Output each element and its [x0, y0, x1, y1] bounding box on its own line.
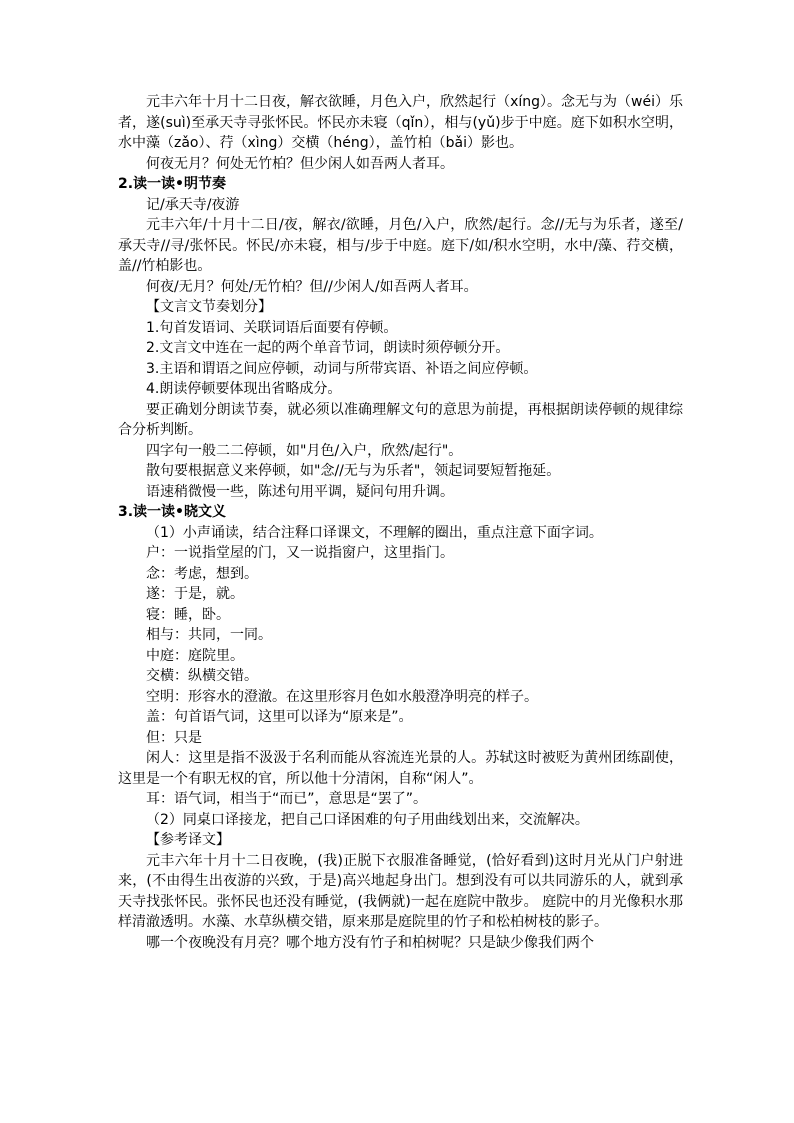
document-page [118, 92, 683, 953]
glossary-item: 户：一说指堂屋的门，又一说指窗户，这里指门。 [146, 545, 454, 561]
glossary-item: 但：只是 [146, 729, 202, 746]
rhythm-title-line: 记/承天寺/夜游 [146, 196, 240, 213]
translation-paragraph-1: 元丰六年十月十二日夜晚，(我)正脱下衣服准备睡觉，(恰好看到)这时月光从门户射进来，(不由得生出夜游的兴致，于是)高兴地起身出门。想到没有可以共同游乐的人，就到承天寺找张怀民。张怀民也还没有睡觉，(我俩就)一起在庭院中散步。 庭院中的月光像积水那样清澈透明。水藻、水草纵横交错，原来那是庭院里的竹子和松柏树枝的影子。 [118, 852, 683, 930]
rhythm-rule: 3.主语和谓语之间应停顿，动词与所带宾语、补语之间应停顿。 [146, 360, 538, 377]
translation-title: 【参考译文】 [146, 832, 230, 848]
rhythm-note: 散句要根据意义来停顿，如"念//无与为乐者"，领起词要短暂拖延。 [146, 463, 561, 479]
section-heading-meaning: 3.读一读•晓文义 [118, 504, 227, 520]
rhythm-paragraph-2: 何夜/无月？何处/无竹柏？但//少闲人/如吾两人者耳。 [146, 278, 478, 295]
glossary-item: 耳：语气词，相当于“而已”，意思是“罢了”。 [146, 791, 428, 807]
rhythm-rules-title: 【文言文节奏划分】 [146, 299, 272, 315]
glossary-item: 遂：于是，就。 [146, 586, 244, 602]
meaning-task-2: （2）同桌口译接龙，把自己口译困难的句子用曲线划出来，交流解决。 [146, 811, 589, 828]
glossary-item: 中庭：庭院里。 [146, 647, 244, 664]
glossary-item: 空明：形容水的澄澈。在这里形容月色如水般澄净明亮的样子。 [146, 688, 538, 705]
rhythm-note: 四字句一般二二停顿，如"月色/入户，欣然/起行"。 [146, 442, 463, 459]
translation-paragraph-2: 哪一个夜晚没有月亮？哪个地方没有竹子和柏树呢？只是缺少像我们两个 [146, 934, 594, 951]
glossary-item: 闲人：这里是指不汲汲于名利而能从容流连光景的人。苏轼这时被贬为黄州团练副使，这里是一个有职无权的官，所以他十分清闲，自称“闲人”。 [118, 750, 683, 787]
glossary-item: 盖：句首语气词，这里可以译为“原来是”。 [146, 709, 413, 725]
original-paragraph-1: 元丰六年十月十二日夜，解衣欲睡，月色入户，欣然起行（xíng）。念无与为（wéi）乐者，遂(suì)至承天寺寻张怀民。怀民亦未寝（qǐn），相与(yǔ)步于中庭。庭下如积水空明，水中藻（zǎo）、荇（xìng）交横（héng），盖竹柏（bǎi）影也。 [118, 94, 683, 151]
rhythm-note: 语速稍微慢一些，陈述句用平调，疑问句用升调。 [146, 483, 454, 500]
glossary-item: 寝：睡，卧。 [146, 606, 230, 623]
rhythm-rule: 4.朗读停顿要体现出省略成分。 [146, 381, 342, 397]
glossary-item: 交横：纵横交错。 [146, 668, 258, 684]
rhythm-note: 要正确划分朗读节奏，就必须以准确理解文句的意思为前提，再根据朗读停顿的规律综合分析判断。 [118, 401, 683, 438]
glossary-item: 相与：共同，一同。 [146, 627, 272, 643]
meaning-task-1: （1）小声诵读，结合注释口译课文，不理解的圈出，重点注意下面字词。 [146, 524, 603, 541]
glossary-item: 念：考虑，想到。 [146, 565, 258, 582]
section-heading-rhythm: 2.读一读•明节奏 [118, 176, 227, 192]
rhythm-rule: 1.句首发语词、关联词语后面要有停顿。 [146, 319, 398, 336]
rhythm-paragraph-1: 元丰六年/十月十二日/夜，解衣/欲睡，月色/入户，欣然/起行。念//无与为乐者，遂至/承天寺//寻/张怀民。怀民/亦未寝，相与/步于中庭。庭下/如/积水空明，水中/藻、荇交横，盖//竹柏影也。 [118, 217, 683, 274]
original-paragraph-2: 何夜无月？何处无竹柏？但少闲人如吾两人者耳。 [146, 155, 454, 172]
rhythm-rule: 2.文言文中连在一起的两个单音节词，朗读时须停顿分开。 [146, 340, 510, 356]
